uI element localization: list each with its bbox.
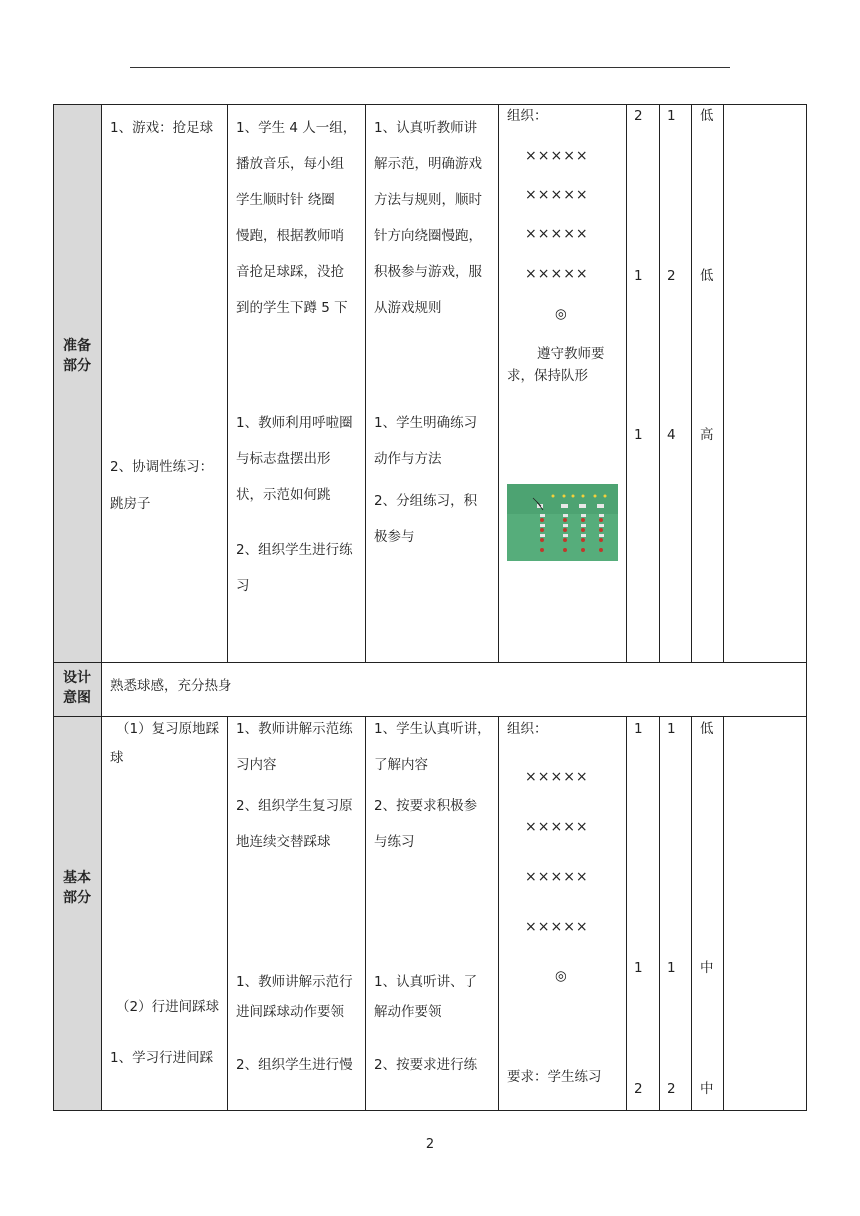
intent-section-header: 设计 意图 bbox=[63, 670, 91, 706]
prep-student-activity-2: 1、学生明确练习 动作与方法 bbox=[374, 415, 478, 467]
basic-student-activity-3: 1、认真听讲、了 解动作要领 bbox=[374, 974, 478, 1020]
basic-item-moving: （2）行进间踩球 bbox=[116, 999, 220, 1015]
prep-item-hopscotch: 跳房子 bbox=[110, 496, 151, 512]
prep-formation-row: ××××× bbox=[525, 187, 589, 203]
basic-teacher-position-symbol: ◎ bbox=[555, 968, 567, 984]
basic-student-activity-4: 2、按要求进行练 bbox=[374, 1057, 478, 1073]
prep-requirement-line1: 遵守教师要 bbox=[537, 346, 605, 362]
prep-teacher-activity-1: 1、学生 4 人一组， 播放音乐，每小组 学生顺时针 绕圈 慢跑，根据教师哨 音抢足球踩，没抢 到的学生下蹲 5 下 bbox=[236, 120, 357, 316]
prep-num-b: 2 bbox=[667, 268, 676, 284]
hopscotch-diagram-icon bbox=[507, 484, 618, 561]
header-rule bbox=[130, 67, 730, 68]
prep-teacher-position-symbol: ◎ bbox=[555, 306, 567, 322]
prep-student-activity-3: 2、分组练习，积 极参与 bbox=[374, 493, 478, 545]
basic-item-learn: 1、学习行进间踩 bbox=[110, 1050, 214, 1066]
basic-student-activity-1: 1、学生认真听讲， 了解内容 bbox=[374, 721, 491, 773]
basic-teacher-activity-4: 2、组织学生进行慢 bbox=[236, 1057, 353, 1073]
basic-num-a: 2 bbox=[634, 1081, 643, 1097]
prep-student-activity-1: 1、认真听教师讲 解示范，明确游戏 方法与规则，顺时 针方向绕圈慢跑， 积极参与游戏，服 从游戏规则 bbox=[374, 120, 482, 316]
prep-num-a: 2 bbox=[634, 108, 643, 124]
prep-teacher-activity-3: 2、组织学生进行练 习 bbox=[236, 542, 353, 594]
basic-formation-row: ××××× bbox=[525, 919, 589, 935]
prep-num-b: 4 bbox=[667, 427, 676, 443]
prep-item-coordination: 2、协调性练习： bbox=[110, 459, 214, 475]
basic-teacher-activity-1: 1、教师讲解示范练 习内容 bbox=[236, 721, 353, 773]
prep-formation-row: ××××× bbox=[525, 226, 589, 242]
prep-requirement-line2: 求，保持队形 bbox=[507, 368, 588, 384]
basic-formation-row: ××××× bbox=[525, 769, 589, 785]
prep-num-c: 低 bbox=[700, 268, 714, 284]
prep-section-header: 准备 部分 bbox=[63, 338, 91, 374]
basic-formation-row: ××××× bbox=[525, 869, 589, 885]
prep-organization-label: 组织： bbox=[507, 108, 548, 124]
prep-item-game: 1、游戏：抢足球 bbox=[110, 120, 214, 136]
basic-num-c: 中 bbox=[700, 960, 714, 976]
section-header-column bbox=[53, 105, 101, 1111]
prep-formation-row: ××××× bbox=[525, 148, 589, 164]
basic-num-c: 低 bbox=[700, 721, 714, 737]
basic-num-c: 中 bbox=[700, 1081, 714, 1097]
basic-item-review-cont: 球 bbox=[110, 750, 124, 766]
intent-text: 熟悉球感，充分热身 bbox=[110, 678, 232, 694]
basic-num-b: 1 bbox=[667, 960, 676, 976]
hopscotch-field-image bbox=[507, 484, 618, 561]
basic-num-b: 1 bbox=[667, 721, 676, 737]
basic-organization-label: 组织： bbox=[507, 721, 548, 737]
basic-section-header: 基本 部分 bbox=[63, 870, 91, 906]
prep-num-a: 1 bbox=[634, 427, 643, 443]
basic-num-b: 2 bbox=[667, 1081, 676, 1097]
prep-formation-row: ××××× bbox=[525, 266, 589, 282]
basic-teacher-activity-2: 2、组织学生复习原 地连续交替踩球 bbox=[236, 798, 353, 850]
prep-num-b: 1 bbox=[667, 108, 676, 124]
basic-num-a: 1 bbox=[634, 721, 643, 737]
basic-student-activity-2: 2、按要求积极参 与练习 bbox=[374, 798, 478, 850]
basic-item-review: （1）复习原地踩 bbox=[116, 721, 220, 737]
page-number: 2 bbox=[425, 1137, 435, 1152]
prep-num-a: 1 bbox=[634, 268, 643, 284]
basic-num-a: 1 bbox=[634, 960, 643, 976]
prep-teacher-activity-2: 1、教师利用呼啦圈 与标志盘摆出形 状，示范如何跳 bbox=[236, 415, 353, 503]
basic-teacher-activity-3: 1、教师讲解示范行 进间踩球动作要领 bbox=[236, 974, 353, 1020]
basic-formation-row: ××××× bbox=[525, 819, 589, 835]
prep-num-c: 低 bbox=[700, 108, 714, 124]
basic-requirement: 要求：学生练习 bbox=[507, 1069, 602, 1085]
prep-num-c: 高 bbox=[700, 427, 714, 443]
